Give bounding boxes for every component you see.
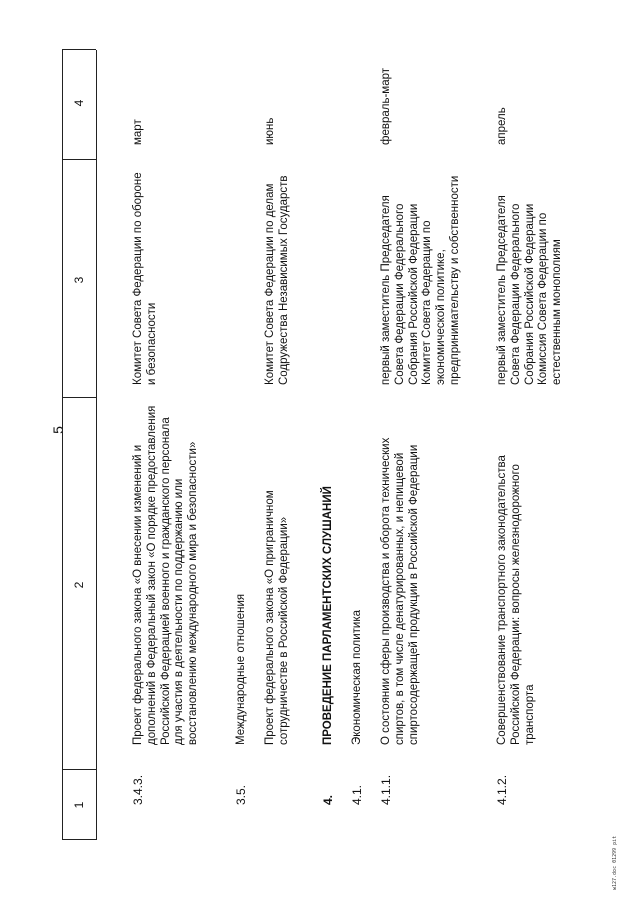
row-date-3-4-3: март [132,119,144,145]
row-text-4-1-1: О состоянии сферы производства и оборота технических спиртов, в том числе денатурированных, и непищевой спиртосодержащей продукции в Российской Федерации [380,437,420,745]
column-divider-3 [62,159,96,160]
row-responsible-4-1-1: первый заместитель Председателя Совета Федерации Федерального Собрания Российской Федерации Комитет Совета Федерации по экономической политике, предпринимательству и собственности [380,175,461,385]
row-number-3-5: 3.5. [234,784,248,805]
column-number-3: 3 [72,276,86,284]
row-number-4-1: 4.1. [350,784,364,805]
table-left-border [62,839,96,840]
row-text-4-1-2: Совершенствование транспортного законодательства Российской Федерации: вопросы железнодорожного транспорта [496,455,536,745]
row-text-border-cooperation: Проект федерального закона «О приграничном сотрудничестве в Российской Федерации» [264,490,290,745]
row-number-4-1-2: 4.1.2. [495,774,509,805]
row-responsible-border-cooperation: Комитет Совета Федерации по делам Содружества Независимых Государств [264,175,290,385]
row-responsible-3-4-3: Комитет Совета Федерации по обороне и безопасности [132,172,158,385]
column-number-2: 2 [72,581,86,589]
row-text-4-1: Экономическая политика [351,609,363,745]
table-right-border [62,49,96,50]
footer-file-code: w127.doc 01299 pit [612,835,618,890]
column-divider-1 [62,769,96,770]
row-responsible-4-1-2: первый заместитель Председателя Совета Федерации Федерального Собрания Российской Федерации Комиссия Совета Федерации по естественным монополиям [496,195,564,385]
row-number-4: 4. [321,794,335,805]
row-date-4-1-1: февраль-март [380,67,392,145]
row-number-4-1-1: 4.1.1. [379,774,393,805]
table-top-border [62,50,63,840]
row-date-border-cooperation: июнь [264,117,276,145]
row-text-3-5: Международные отношения [235,593,247,745]
row-date-4-1-2: апрель [496,107,508,145]
row-number-3-4-3: 3.4.3. [131,774,145,805]
column-number-4: 4 [72,99,86,107]
page-number: 5 [50,426,66,434]
column-divider-2 [62,397,96,398]
table-header-border [96,50,97,840]
row-text-3-4-3: Проект федерального закона «О внесении изменений и дополнений в Федеральный закон «О порядке предоставления Российской Федерацией военного и гражданского персонала для участия в деятельности по поддержанию или восстановлению международного мира и безопасности» [132,405,200,745]
column-number-1: 1 [72,801,86,809]
row-text-4: ПРОВЕДЕНИЕ ПАРЛАМЕНТСКИХ СЛУШАНИЙ [322,486,334,745]
